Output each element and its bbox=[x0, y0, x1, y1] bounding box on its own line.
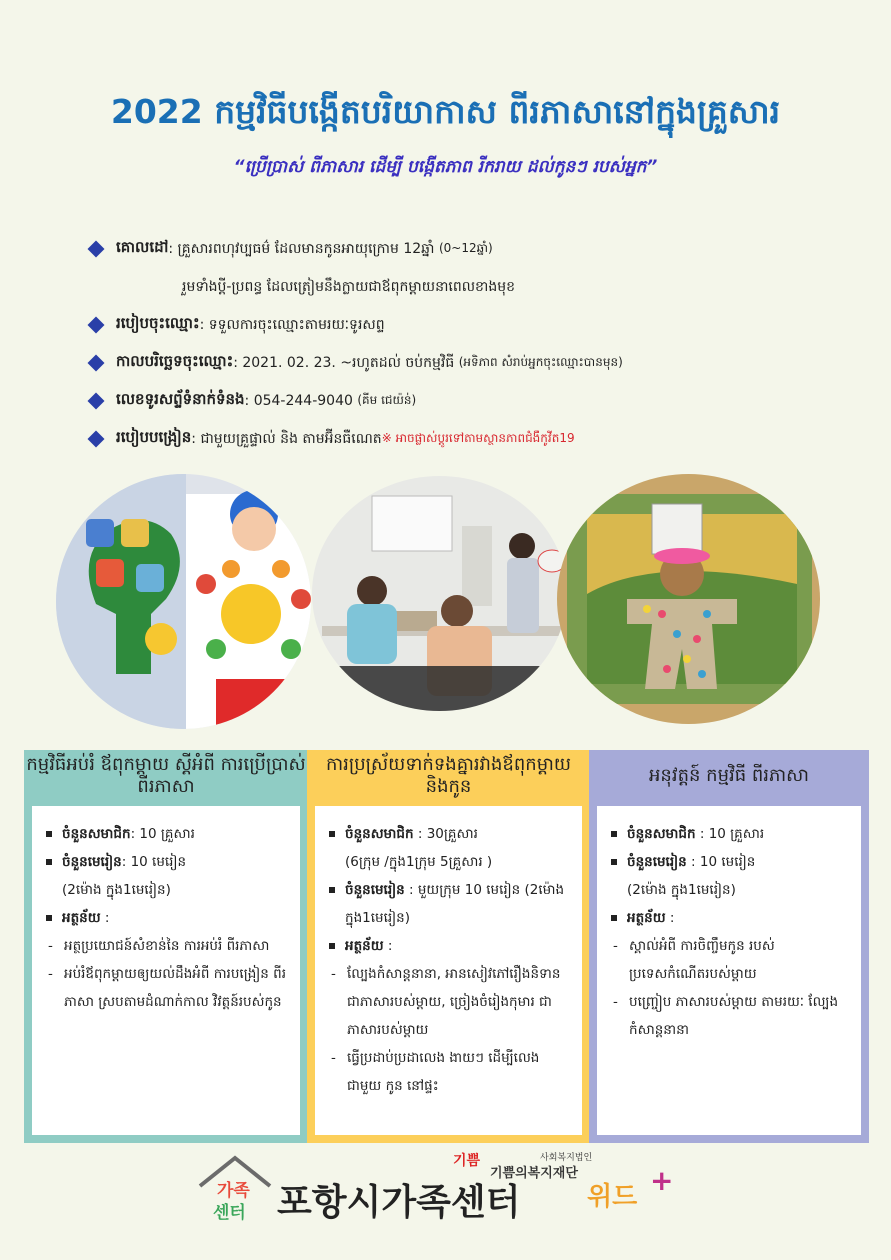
members-value: : 10 គ្រួសារ bbox=[695, 826, 765, 842]
sponsor-name: 기쁨의복지재단 bbox=[490, 1166, 578, 1181]
diamond-bullet-icon bbox=[88, 393, 105, 410]
center-name: 포항시가족센터 bbox=[277, 1182, 521, 1223]
lessons-note: (2ម៉ោង ក្នុង1មេរៀន) bbox=[627, 882, 736, 898]
phone-text: : 054-244-9040 bbox=[244, 393, 353, 409]
diamond-bullet-icon bbox=[88, 317, 105, 334]
lessons-note: (2ម៉ោង ក្នុង1មេរៀន) bbox=[62, 882, 171, 898]
diamond-bullet-icon bbox=[88, 431, 105, 448]
info-date bbox=[90, 344, 870, 382]
members-value: : 30គ្រួសារ bbox=[413, 826, 478, 842]
members-label: ចំនួនសមាជិក bbox=[345, 826, 414, 842]
panel-body bbox=[32, 806, 300, 1135]
lessons-label: ចំនួនមេរៀន bbox=[627, 854, 687, 870]
date-text: : 2021. 02. 23. ~រហូតដល់ ចប់កម្មវិធី bbox=[233, 354, 455, 371]
method-text: : ទទួលការចុះឈ្មោះតាមរយៈទូរសព្ទ bbox=[199, 316, 385, 333]
members-label: ចំនួនសមាជិក bbox=[62, 826, 131, 842]
list-item: - ធ្វើប្រដាប់ប្រដាលេង ងាយៗ ដើម្បីលេង ជាមួយ កូន នៅផ្ទះ bbox=[329, 1044, 570, 1100]
info-target-cont: រួមទាំងប្ដី-ប្រពន្ធ ដែលត្រៀមនឹងក្លាយជាឪពុកម្ដាយនាពេលខាងមុខ bbox=[182, 278, 516, 295]
lessons-value: : មួយក្រុម 10 មេរៀន (2ម៉ោង ក្នុង1មេរៀន) bbox=[345, 882, 565, 926]
list-item: - អប់រំឪពុកម្ដាយឲ្យយល់ដឹងអំពី ការបង្រៀន ពីរភាសា ស្របតាមដំណាក់កាល វិវត្តន៍របស់កូន bbox=[46, 960, 288, 1016]
diamond-bullet-icon bbox=[88, 241, 105, 258]
members-label: ចំនួនសមាជិក bbox=[627, 826, 696, 842]
sponsor-corp: 사회복지법인 bbox=[540, 1153, 593, 1163]
family-center-logo-icon bbox=[195, 1152, 275, 1224]
diamond-bullet-icon bbox=[88, 355, 105, 372]
lessons-value: : 10 មេរៀន bbox=[686, 854, 756, 870]
teach-label: របៀបបង្រៀន bbox=[116, 428, 192, 446]
info-target bbox=[90, 230, 870, 268]
phone-label: លេខទូរសព្ទ័ទំនាក់ទំនង bbox=[116, 390, 245, 408]
info-phone bbox=[90, 382, 870, 420]
target-range: (0~12ឆ្នាំ) bbox=[438, 241, 493, 255]
panel-heading: កម្មវិធីអប់រំ ឪពុកម្ដាយ ស្ដីអំពី ការប្រើប្រាស់ពីរភាសា bbox=[26, 754, 306, 797]
panel-parent-education bbox=[24, 750, 308, 1143]
info-section bbox=[90, 230, 870, 458]
teach-note: ※ អាចផ្លាស់ប្ដូរទៅតាមស្ថានភាពជំងឺកូវីត19 bbox=[381, 431, 575, 445]
photo-craft-doll bbox=[557, 474, 820, 724]
method-label: របៀបចុះឈ្មោះ bbox=[116, 314, 200, 332]
list-item: - ស្គាល់អំពី ការចិញ្ចឹមកូន របស់ ប្រទេសកំណើតរបស់ម្ដាយ bbox=[611, 932, 849, 988]
wide-logo: 위드 bbox=[587, 1182, 638, 1212]
panel-bilingual-practice bbox=[589, 750, 869, 1143]
list-item bbox=[611, 820, 849, 848]
lessons-label: ចំនួនមេរៀន bbox=[62, 854, 122, 870]
list-item bbox=[329, 876, 570, 932]
logo-top-text: 가족 bbox=[217, 1181, 250, 1201]
target-text: : គ្រួសារពហុវប្បធម៌ ដែលមានកូនអាយុក្រោម 12ឆ្នាំ bbox=[168, 240, 435, 257]
panel-heading: អនុវត្តន៍ កម្មវិធី ពីរភាសា bbox=[649, 765, 809, 786]
lessons-label: ចំនួនមេរៀន bbox=[345, 882, 405, 898]
list-item bbox=[46, 904, 288, 932]
photo-kids-art bbox=[56, 474, 311, 729]
info-teach bbox=[90, 420, 870, 458]
list-item bbox=[329, 820, 570, 876]
lessons-value: : 10 មេរៀន bbox=[121, 854, 187, 870]
photo-classroom bbox=[312, 476, 567, 711]
content-label: អត្ថន័យ bbox=[62, 910, 101, 926]
panel-body bbox=[315, 806, 582, 1135]
content-colon: : bbox=[383, 938, 393, 954]
content-colon: : bbox=[100, 910, 110, 926]
date-note: (អទិភាព សំរាប់អ្នកចុះឈ្មោះបានមុន) bbox=[458, 355, 623, 369]
list-item bbox=[611, 848, 849, 904]
list-item bbox=[329, 932, 570, 960]
footer-logos bbox=[195, 1150, 685, 1230]
content-label: អត្ថន័យ bbox=[345, 938, 384, 954]
content-colon: : bbox=[665, 910, 675, 926]
members-value: : 10 គ្រួសារ bbox=[130, 826, 195, 842]
list-item: - បញ្ច្រៀប ភាសារបស់ម្ដាយ តាមរយៈ ល្បែងកំសាន្តនានា bbox=[611, 988, 849, 1044]
page-subtitle: “ប្រើប្រាស់ ពីភាសារ ដើម្បី បង្កើតភាព រីករាយ ដល់កូនៗ របស់អ្នក” bbox=[233, 157, 658, 177]
list-item: - ល្បែងកំសាន្តនានា, អានសៀវភៅរឿងនិទានជាភាសារបស់ម្ដាយ, ច្រៀងចំរៀងកុមារ ជាភាសារបស់ម្ដាយ bbox=[329, 960, 570, 1044]
target-label: គោលដៅ bbox=[116, 238, 169, 256]
list-item bbox=[46, 848, 288, 904]
page-title: 2022 កម្មវិធីបង្កើតបរិយាកាស ពីរភាសានៅក្នុងគ្រួសារ bbox=[110, 92, 781, 131]
list-item bbox=[611, 904, 849, 932]
plus-icon: + bbox=[650, 1164, 674, 1197]
panel-parent-child-communication bbox=[307, 750, 590, 1143]
panel-heading: ការប្រស្រ័យទាក់ទងគ្នារវាងឪពុកម្ដាយនិងកូន bbox=[326, 754, 571, 797]
teach-text: : ជាមួយគ្រួផ្ទាល់ និង តាមអ៊ីនធឺណេត bbox=[191, 430, 382, 447]
list-item: - អត្ថប្រយោជន៍សំខាន់នៃ ការអប់រំ ពីរភាសា bbox=[46, 932, 288, 960]
panel-body bbox=[597, 806, 861, 1135]
logo-bottom-text: 센터 bbox=[213, 1203, 246, 1223]
content-label: អត្ថន័យ bbox=[627, 910, 666, 926]
members-note: (6ក្រុម /ក្នុង1ក្រុម 5គ្រួសារ ) bbox=[345, 854, 493, 870]
info-method bbox=[90, 306, 870, 344]
sponsor-mark: 기쁨 bbox=[453, 1153, 481, 1169]
list-item bbox=[46, 820, 288, 848]
date-label: កាលបរិច្ឆេទចុះឈ្មោះ bbox=[116, 352, 234, 370]
phone-note: (គីម ជេយ៉ន់) bbox=[357, 393, 417, 407]
